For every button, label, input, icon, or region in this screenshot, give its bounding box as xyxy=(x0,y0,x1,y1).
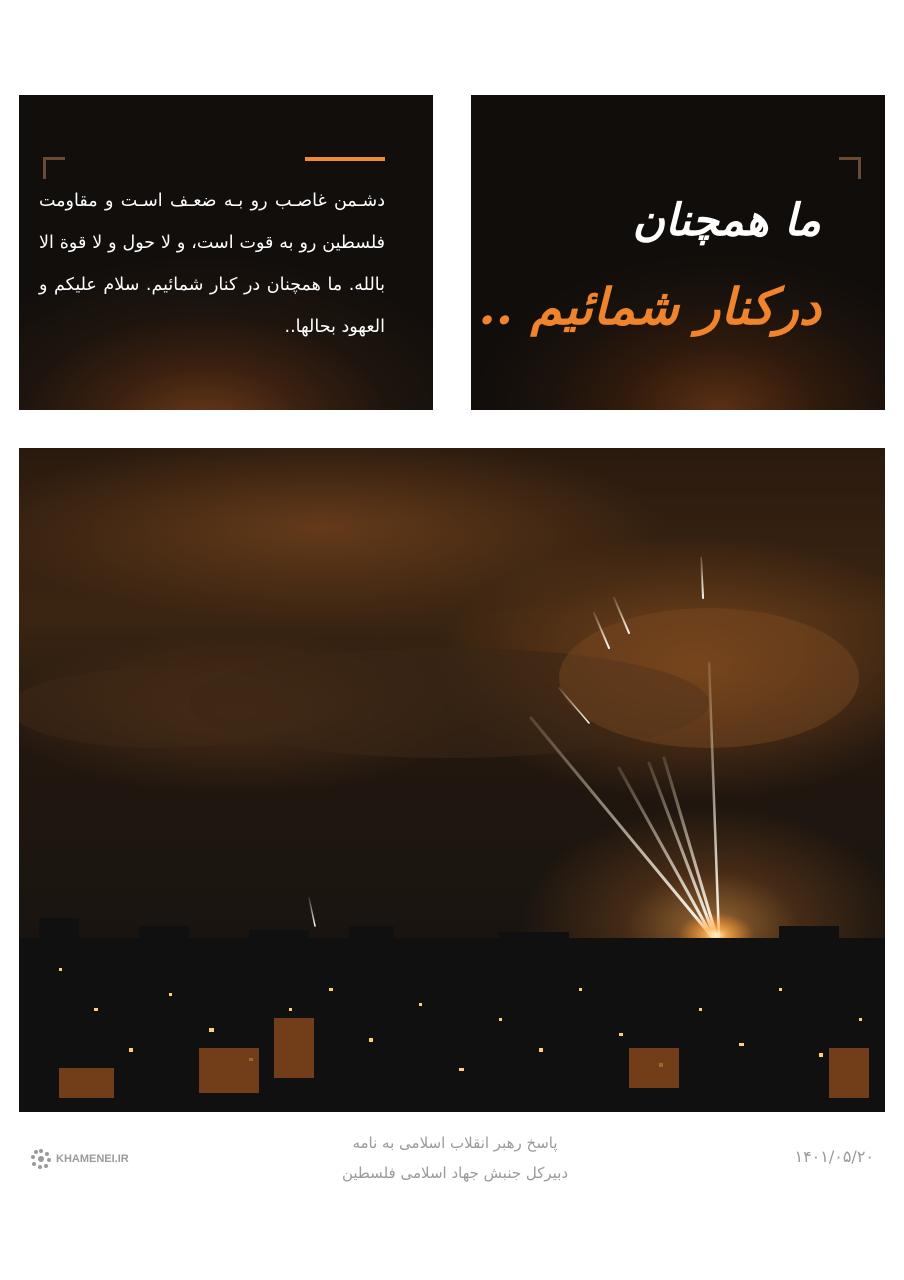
cloud xyxy=(19,668,309,748)
title-panel xyxy=(471,95,885,410)
city-skyline xyxy=(19,918,885,1112)
caption-line-2: دبیرکل جنبش جهاد اسلامی فلسطین xyxy=(341,1164,569,1182)
corner-bracket xyxy=(43,157,65,179)
quote-text: دشـمن غاصـب رو بـه ضعـف اسـت و مقاومت فلسطین رو به قوت است، و لا حول و لا قوة الا بالله. ما همچنان در کنار شمائیم. سلام علیکم و العهود بحالها.. xyxy=(39,191,385,337)
logo-text: KHAMENEI.IR xyxy=(56,1153,129,1165)
logo-emblem-icon xyxy=(30,1148,52,1170)
photo-rockets-night-city xyxy=(19,448,885,1112)
corner-bracket xyxy=(839,157,861,179)
title-line-2: درکنار شمائیم .. xyxy=(478,277,821,336)
publish-date: ۱۴۰۱/۰۵/۲۰ xyxy=(794,1147,874,1166)
caption-line-1: پاسخ رهبر انقلاب اسلامی به نامه xyxy=(352,1134,558,1152)
quote-panel xyxy=(19,95,433,410)
photo-illustration xyxy=(19,448,885,1112)
accent-line xyxy=(305,157,385,161)
khamenei-logo xyxy=(30,1146,129,1172)
title-line-1: ما همچنان xyxy=(632,195,821,246)
footer-caption xyxy=(260,1128,650,1188)
